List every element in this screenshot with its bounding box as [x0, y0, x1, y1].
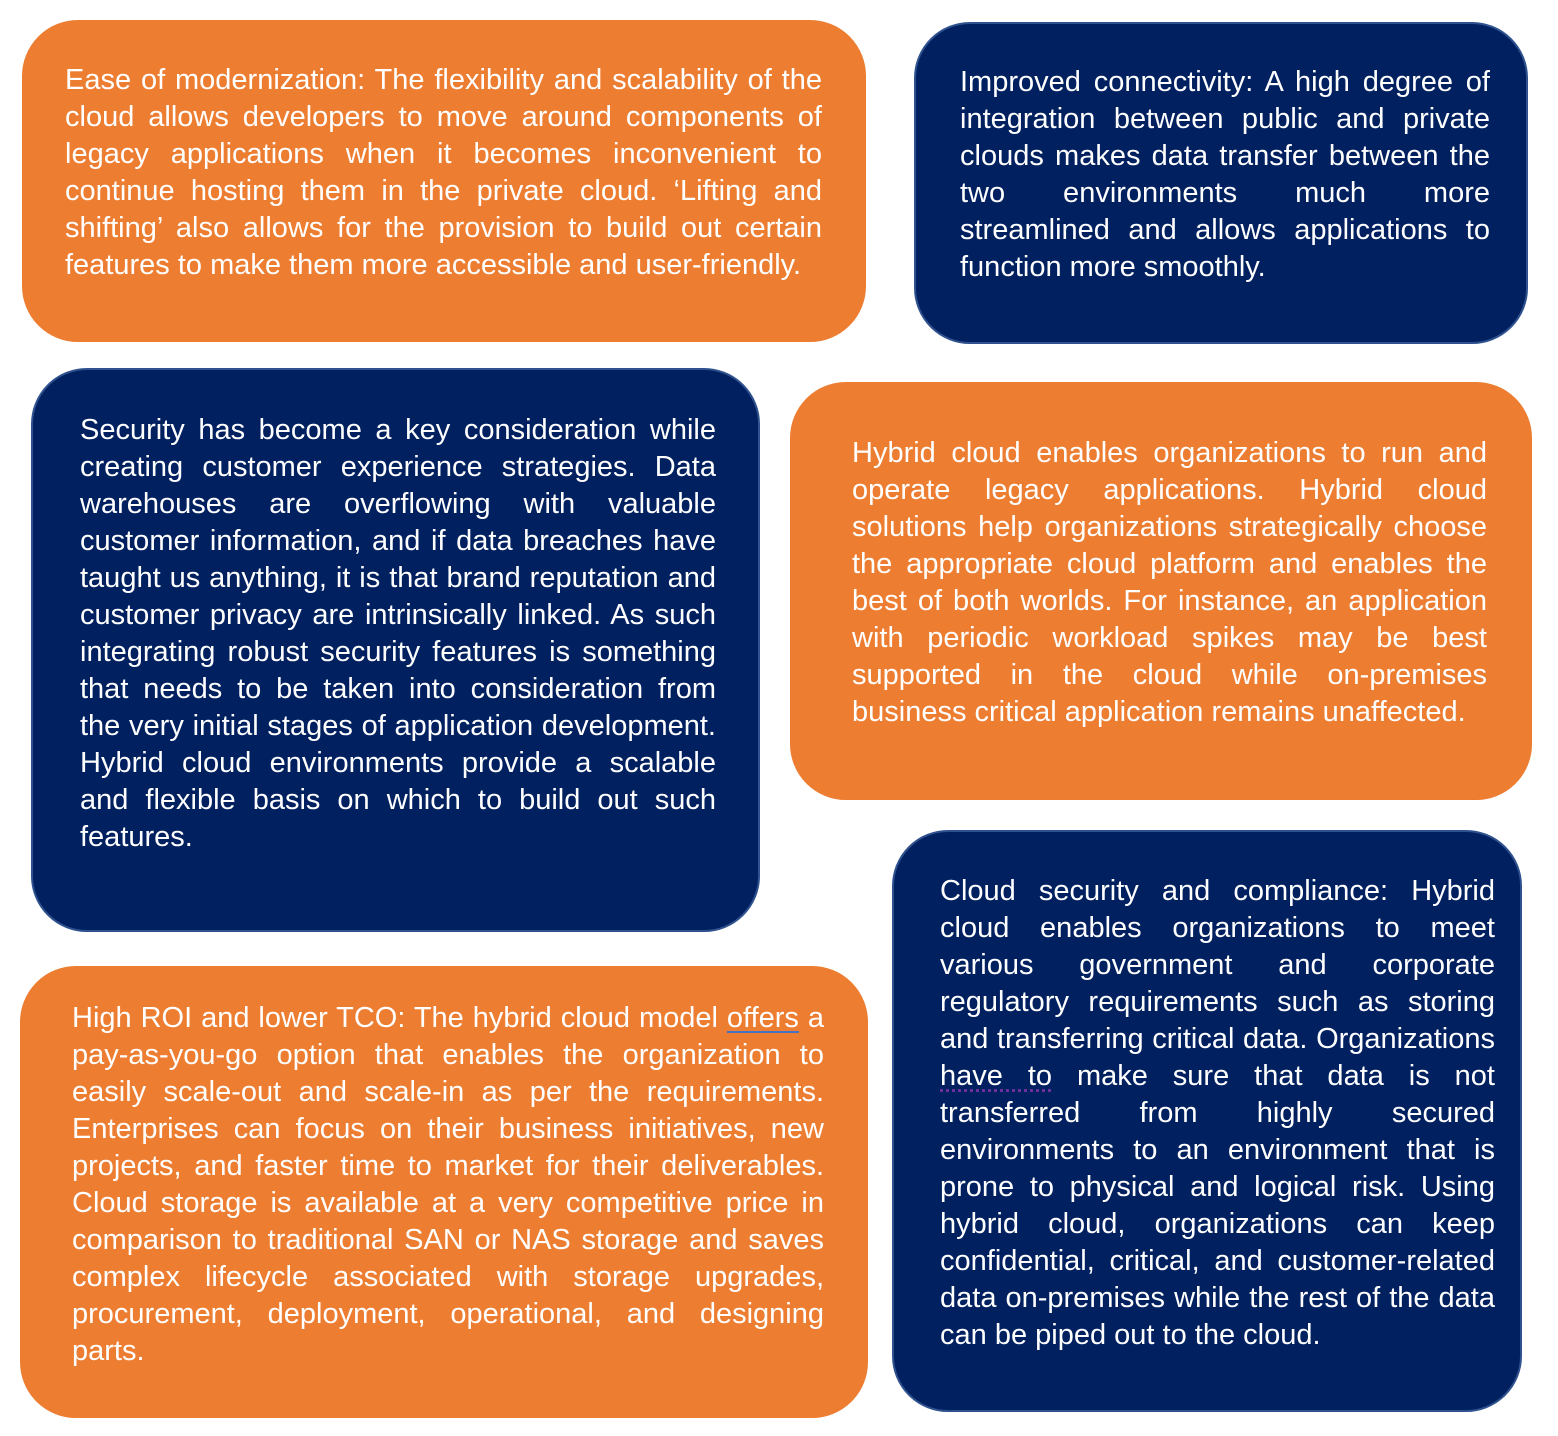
compliance-text-end: make sure that data is not transferred from highly secured environments to an environment that is prone to physical and logical risk. Using hybrid cloud, organizations can keep confidential, critical, and customer-related data on-premises while the rest of the data can be piped out to the cloud.	[940, 1060, 1495, 1351]
connectivity-card	[914, 22, 1528, 344]
compliance-card	[892, 830, 1522, 1412]
roi-tco-text	[72, 1000, 824, 1370]
roi-text-end: a pay-as-you-go option that enables the organization to easily scale-out and scale-in as per the requirements. Enterprises can focus on their business initiatives, new projects, and faster time to market for their deliverables. Cloud storage is available at a very competitive price in comparison to traditional SAN or NAS storage and saves complex lifecycle associated with storage upgrades, procurement, deployment, operational, and designing parts.	[72, 1002, 824, 1367]
compliance-underlined-phrase: have to	[940, 1060, 1053, 1092]
legacy-applications-card	[790, 382, 1532, 800]
security-card	[31, 368, 760, 932]
security-text: Security has become a key consideration while creating customer experience strategies. Data warehouses are overflowing with valuable customer information, and if data breaches have taught us anything, it is that brand reputation and customer privacy are intrinsically linked. As such integrating robust security features is something that needs to be taken into consideration from the very initial stages of application development. Hybrid cloud environments provide a scalable and flexible basis on which to build out such features.	[80, 414, 716, 853]
connectivity-text: Improved connectivity: A high degree of integration between public and private clouds makes data transfer between the two environments much more streamlined and allows applications to function more smoothly.	[960, 66, 1490, 283]
compliance-text	[940, 873, 1495, 1354]
modernization-text: Ease of modernization: The flexibility and scalability of the cloud allows developers to move around components of legacy applications when it becomes inconvenient to continue hosting them in the private cloud. ‘Lifting and shifting’ also allows for the provision to build out certain features to make them more accessible and user-friendly.	[65, 64, 822, 281]
legacy-applications-text: Hybrid cloud enables organizations to run and operate legacy applications. Hybrid cloud solutions help organizations strategically choose the appropriate cloud platform and enables the best of both worlds. For instance, an application with periodic workload spikes may be best supported in the cloud while on-premises business critical application remains unaffected.	[852, 437, 1487, 728]
modernization-card	[22, 20, 866, 342]
roi-tco-card	[20, 966, 868, 1418]
compliance-text-start: Cloud security and compliance: Hybrid cloud enables organizations to meet various government and corporate regulatory requirements such as storing and transferring critical data. Organizations	[940, 875, 1495, 1055]
roi-text-start: High ROI and lower TCO: The hybrid cloud model	[72, 1002, 727, 1034]
roi-underlined-word: offers	[726, 1002, 799, 1034]
